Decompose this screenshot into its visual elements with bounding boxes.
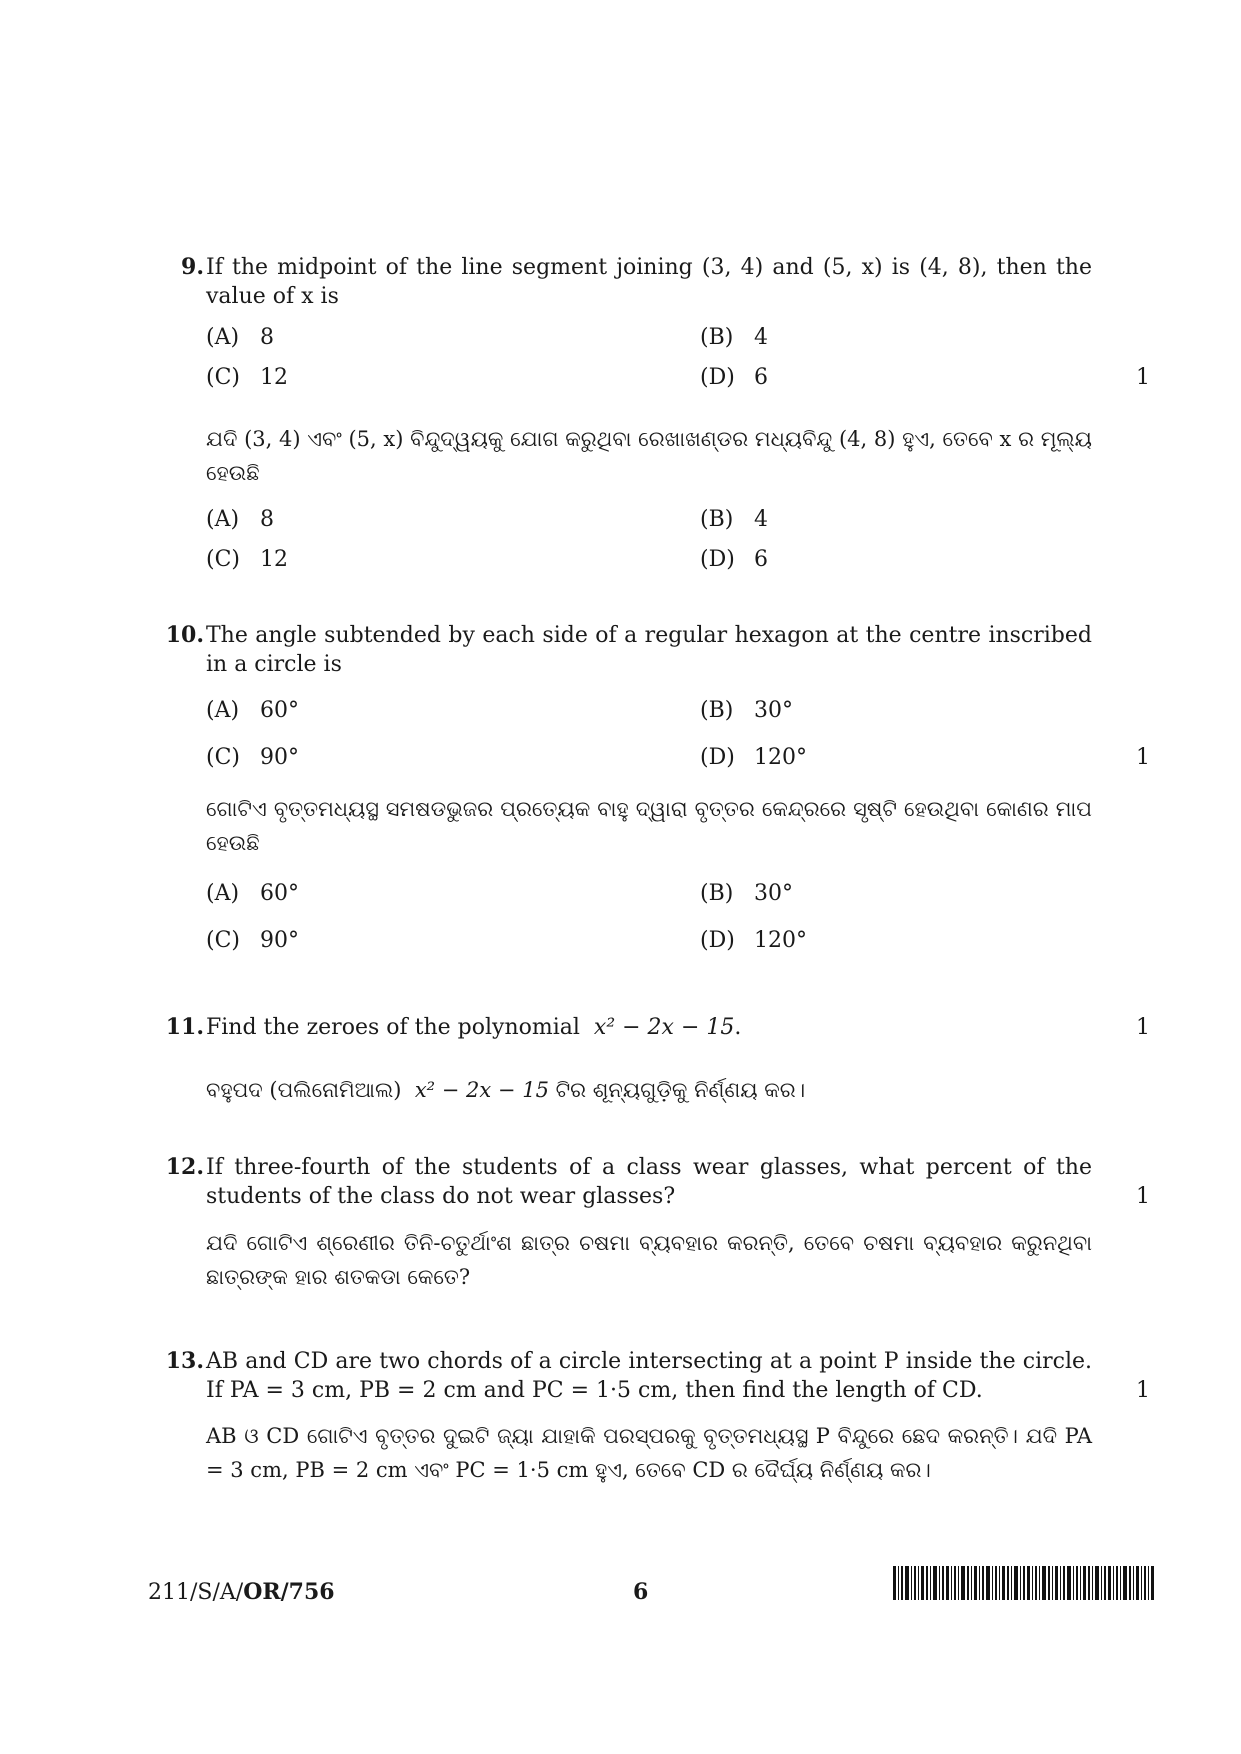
- question-number: 11.: [165, 1014, 204, 1040]
- marks: 1: [1136, 365, 1150, 390]
- page-number: 6: [633, 1579, 649, 1605]
- odia-option-b: (B) 30°: [700, 881, 793, 906]
- question-text-english: AB and CD are two chords of a circle intersecting at a point P inside the circle. If PA = 3 cm, PB = 2 cm and PC = 1·5 cm, then find the length of CD.: [206, 1349, 1092, 1403]
- option-c: (C) 90°: [206, 745, 299, 770]
- polynomial: x² − 2x − 15: [593, 1015, 735, 1040]
- question-text-english: Find the zeroes of the polynomial x² − 2x − 15.: [206, 1015, 742, 1040]
- question-number: 10.: [165, 622, 204, 648]
- option-b: (B) 30°: [700, 698, 793, 723]
- option-c: (C) 12: [206, 365, 288, 390]
- option-d: (D) 6: [700, 365, 768, 390]
- question-text-english: The angle subtended by each side of a regular hexagon at the centre inscribed in a circle is: [206, 623, 1092, 677]
- question-text-odia: ଗୋଟିଏ ବୃତ୍ତମଧ୍ୟସ୍ଥ ସମଷଡଭୁଜର ପ୍ରତ୍ୟେକ ବାହୁ ଦ୍ୱାରା ବୃତ୍ତର କେନ୍ଦ୍ରରେ ସୃଷ୍ଟି ହେଉଥିବା କୋଣର ମାପ ହେଉଛି: [206, 797, 1092, 855]
- question-text-odia: AB ଓ CD ଗୋଟିଏ ବୃତ୍ତର ଦୁଇଟି ଜ୍ୟା ଯାହାକି ପରସ୍ପରକୁ ବୃତ୍ତମଧ୍ୟସ୍ଥ P ବିନ୍ଦୁରେ ଛେଦ କରନ୍ତି। ଯଦି PA = 3 cm, PB = 2 cm ଏବଂ PC = 1·5 cm ହୁଏ, ତେବେ CD ର ଦୈର୍ଘ୍ୟ ନିର୍ଣ୍ଣୟ କର।: [206, 1424, 1092, 1482]
- odia-option-c: (C) 90°: [206, 928, 299, 953]
- paper-code: 211/S/A/OR/756: [148, 1579, 335, 1605]
- odia-option-b: (B) 4: [700, 507, 768, 532]
- option-a: (A) 8: [206, 325, 274, 350]
- polynomial: x² − 2x − 15: [414, 1078, 549, 1102]
- barcode-icon: [893, 1566, 1155, 1600]
- marks: 1: [1136, 1015, 1150, 1040]
- option-b: (B) 4: [700, 325, 768, 350]
- question-number: 9.: [181, 254, 204, 280]
- question-text-odia: ବହୁପଦ (ପଲିନୋମିଆଲ) x² − 2x − 15 ଟିର ଶୂନ୍ୟଗୁଡ଼ିକୁ ନିର୍ଣ୍ଣୟ କର।: [206, 1078, 806, 1102]
- odia-option-c: (C) 12: [206, 547, 288, 572]
- option-a: (A) 60°: [206, 698, 299, 723]
- marks: 1: [1136, 1184, 1150, 1209]
- marks: 1: [1136, 1378, 1150, 1403]
- option-d: (D) 120°: [700, 745, 807, 770]
- question-text-odia: ଯଦି (3, 4) ଏବଂ (5, x) ବିନ୍ଦୁଦ୍ୱୟକୁ ଯୋଗ କରୁଥିବା ରେଖାଖଣ୍ଡର ମଧ୍ୟବିନ୍ଦୁ (4, 8) ହୁଏ, ତେବେ x ର ମୂଲ୍ୟ ହେଉଛି: [206, 427, 1092, 485]
- question-number: 12.: [165, 1154, 204, 1180]
- marks: 1: [1136, 745, 1150, 770]
- question-text-english: If the midpoint of the line segment joining (3, 4) and (5, x) is (4, 8), then the value of x is: [206, 255, 1092, 309]
- odia-option-d: (D) 6: [700, 547, 768, 572]
- question-text-english: If three-fourth of the students of a class wear glasses, what percent of the students of the class do not wear glasses?: [206, 1155, 1092, 1209]
- odia-option-d: (D) 120°: [700, 928, 807, 953]
- odia-option-a: (A) 60°: [206, 881, 299, 906]
- question-number: 13.: [165, 1348, 204, 1374]
- odia-option-a: (A) 8: [206, 507, 274, 532]
- question-text-odia: ଯଦି ଗୋଟିଏ ଶ୍ରେଣୀର ତିନି-ଚତୁର୍ଥାଂଶ ଛାତ୍ର ଚଷମା ବ୍ୟବହାର କରନ୍ତି, ତେବେ ଚଷମା ବ୍ୟବହାର କରୁନଥିବା ଛାତ୍ରଙ୍କ ହାର ଶତକଡା କେତେ?: [206, 1231, 1092, 1289]
